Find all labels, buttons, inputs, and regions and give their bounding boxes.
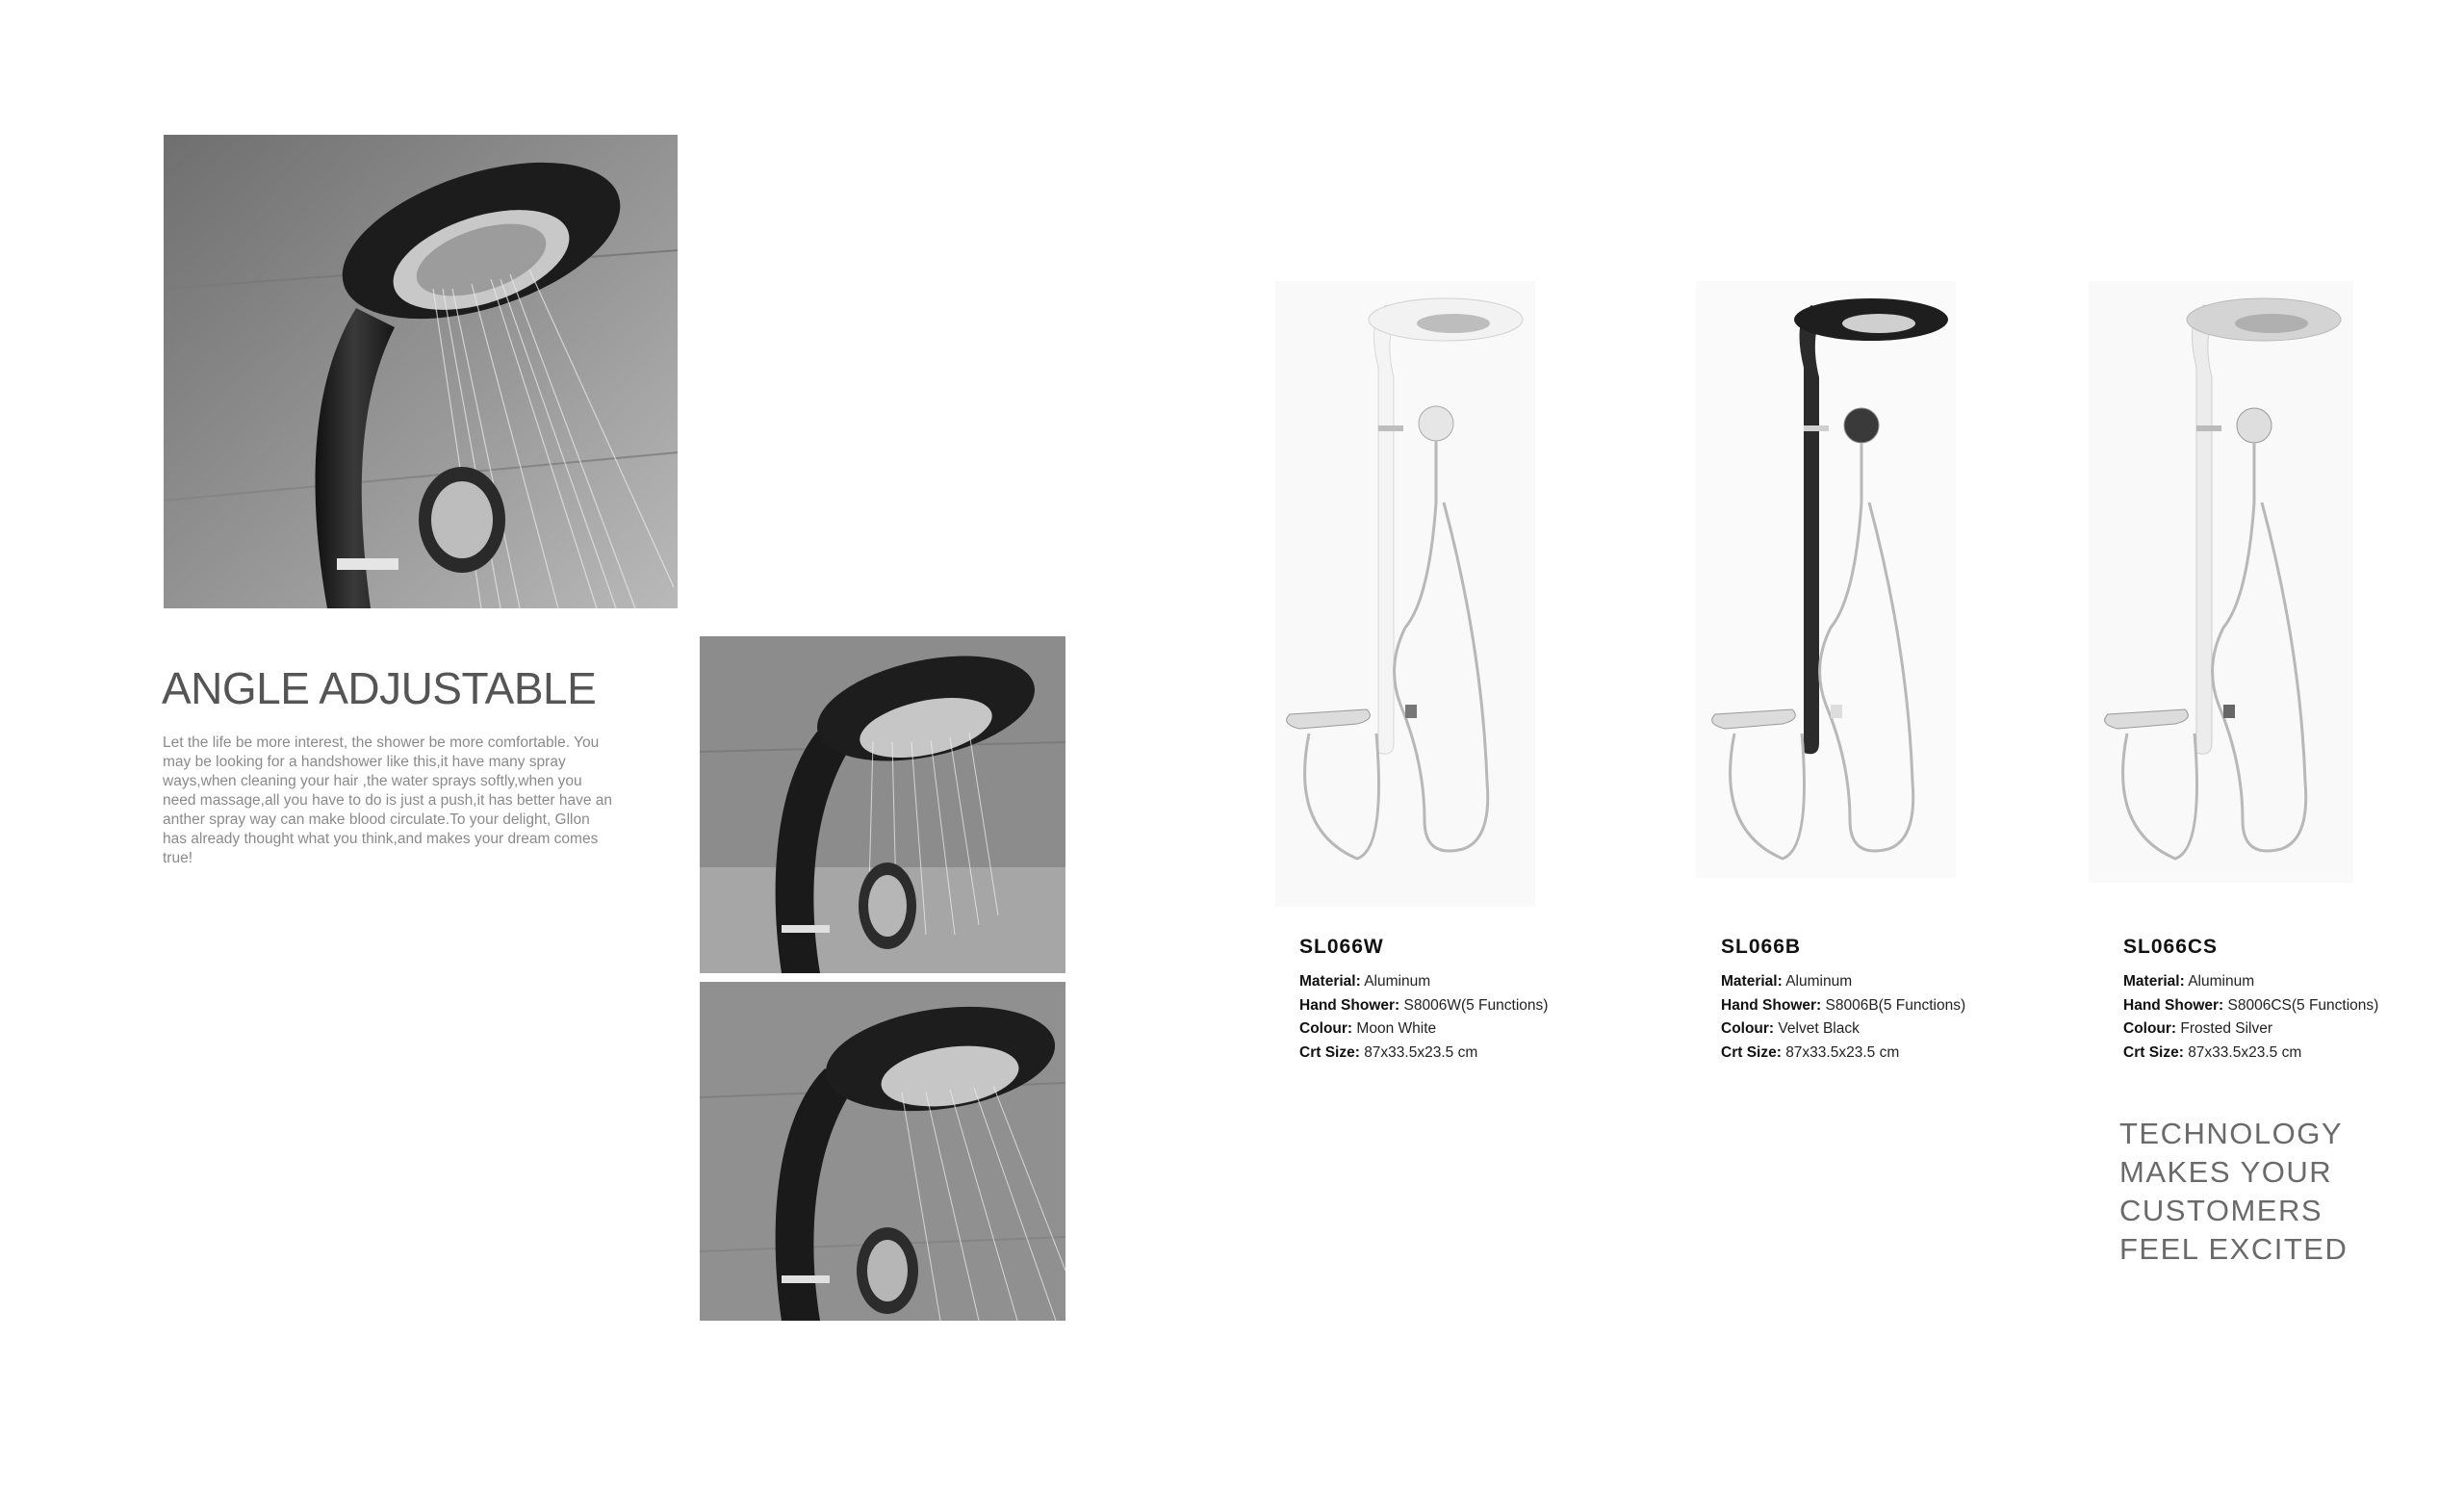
product-model: SL066W: [1299, 936, 1384, 958]
spec-size: [2123, 1042, 2464, 1066]
spec-size: [1721, 1042, 2067, 1066]
shower-panel-art: [2089, 281, 2358, 907]
shower-panel-image: [1696, 281, 1965, 907]
spec-label: Crt Size:: [1721, 1043, 1782, 1061]
spec-material: [2123, 970, 2464, 994]
shower-head-photo-angle-1-art: [700, 636, 1065, 973]
product-spec: [1721, 936, 2067, 1065]
spec-label: Material:: [1299, 973, 1361, 990]
spec-label: Crt Size:: [1299, 1043, 1360, 1061]
spec-hand-shower: [1721, 994, 2067, 1018]
spec-label: Hand Shower:: [1721, 996, 1822, 1014]
spec-value: Aluminum: [1364, 973, 1431, 990]
tagline-line: MAKES YOUR: [2119, 1155, 2333, 1189]
shower-head-photo-main-art: [164, 135, 678, 608]
spec-value: Aluminum: [1785, 973, 1853, 990]
spec-hand-shower: [2123, 994, 2464, 1018]
spec-hand-shower: [1299, 994, 1646, 1018]
spec-value: 87x33.5x23.5 cm: [1364, 1043, 1478, 1061]
shower-panel-art: [1696, 281, 1965, 907]
spec-value: 87x33.5x23.5 cm: [2188, 1043, 2302, 1061]
tagline-line: FEEL EXCITED: [2119, 1232, 2348, 1266]
tagline-line: CUSTOMERS: [2119, 1194, 2323, 1227]
spec-value: S8006CS(5 Functions): [2227, 996, 2379, 1014]
spec-value: Frosted Silver: [2180, 1020, 2273, 1037]
tagline-line: TECHNOLOGY: [2119, 1117, 2344, 1150]
spec-value: Velvet Black: [1778, 1020, 1860, 1037]
spec-colour: [1721, 1017, 2067, 1042]
spec-label: Hand Shower:: [2123, 996, 2224, 1014]
spec-value: S8006W(5 Functions): [1403, 996, 1549, 1014]
product-spec: [2123, 936, 2464, 1065]
feature-description: Let the life be more interest, the shower be more comfortable. You may be looking for a handshower like this,it have many spray ways,when cleaning your hair ,the water sprays softly,when you need massage,all you have to do is just a push,it has better have an anther spray way can make blood circulate.To your delight, Gllon has already thought what you think,and makes your dream comes true!: [163, 734, 613, 866]
tagline: [2119, 1115, 2348, 1269]
spec-label: Material:: [1721, 973, 1783, 990]
spec-label: Colour:: [1721, 1020, 1775, 1037]
product-spec: [1299, 936, 1646, 1065]
spec-value: Moon White: [1356, 1020, 1437, 1037]
spec-value: 87x33.5x23.5 cm: [1785, 1043, 1900, 1061]
shower-panel-image: [1270, 281, 1540, 907]
shower-panel-image: [2089, 281, 2358, 907]
shower-head-photo-angle-2-art: [700, 982, 1065, 1321]
shower-head-photo-angle-1: [700, 636, 1065, 973]
spec-label: Material:: [2123, 973, 2185, 990]
spec-label: Colour:: [2123, 1020, 2177, 1037]
spec-value: Aluminum: [2188, 973, 2255, 990]
spec-material: [1299, 970, 1646, 994]
shower-head-photo-main: [164, 135, 678, 608]
spec-label: Hand Shower:: [1299, 996, 1400, 1014]
product-model: SL066CS: [2123, 936, 2219, 958]
shower-panel-art: [1270, 281, 1540, 907]
spec-size: [1299, 1042, 1646, 1066]
spec-value: S8006B(5 Functions): [1825, 996, 1966, 1014]
spec-label: Crt Size:: [2123, 1043, 2184, 1061]
spec-material: [1721, 970, 2067, 994]
spec-label: Colour:: [1299, 1020, 1353, 1037]
spec-colour: [2123, 1017, 2464, 1042]
shower-head-photo-angle-2: [700, 982, 1065, 1321]
page-heading: ANGLE ADJUSTABLE: [162, 663, 597, 713]
spec-colour: [1299, 1017, 1646, 1042]
product-model: SL066B: [1721, 936, 1802, 958]
